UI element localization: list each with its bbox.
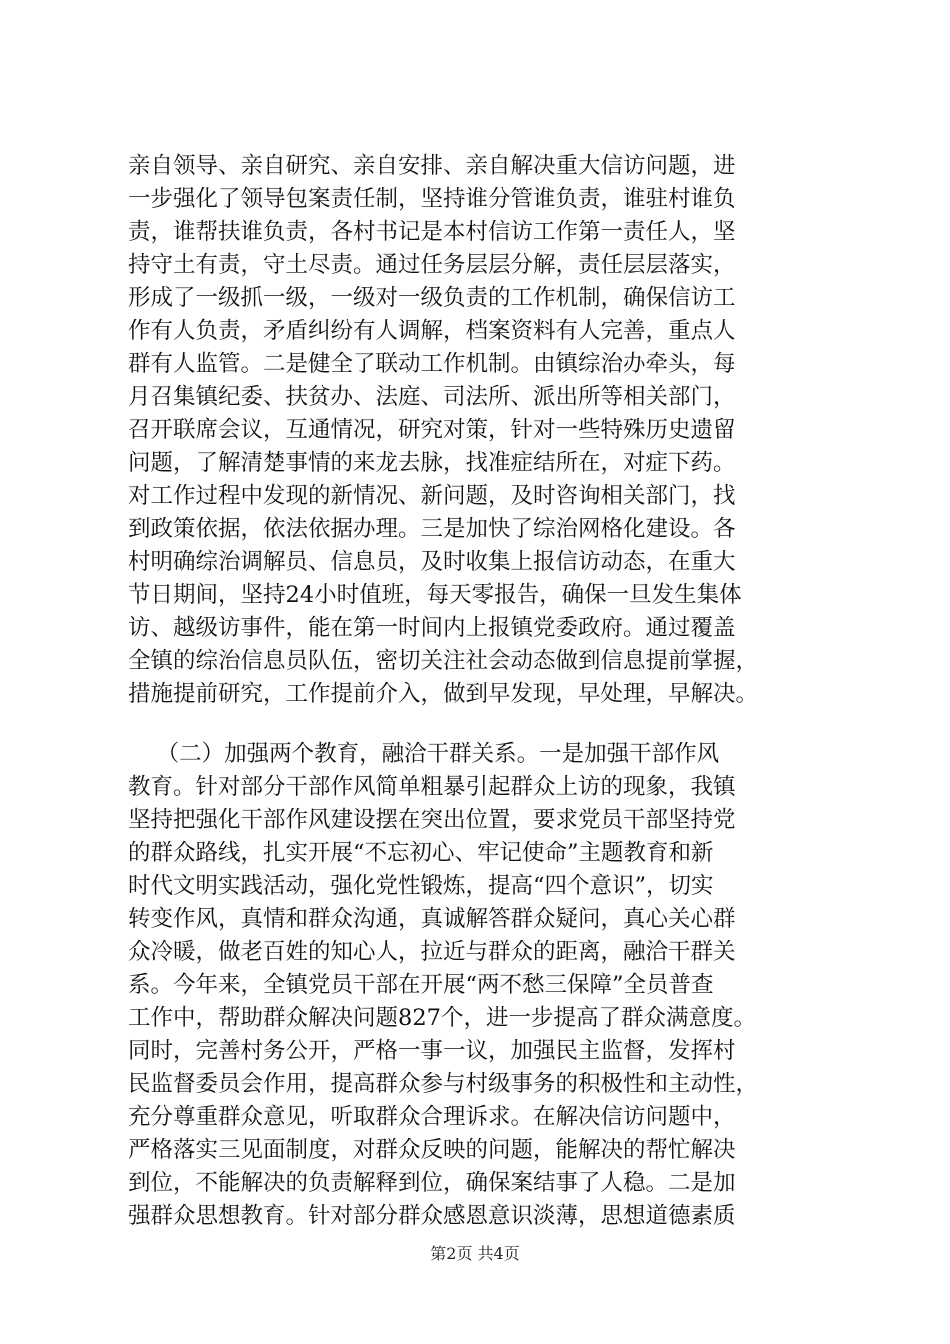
text-line: 的群众路线，扎实开展“不忘初心、牢记使命”主题教育和新 bbox=[128, 840, 714, 866]
text-line: 形成了一级抓一级，一级对一级负责的工作机制，确保信访工 bbox=[128, 285, 736, 311]
text-line: （二）加强两个教育，融洽干群关系。一是加强干部作风 bbox=[128, 741, 720, 767]
text-line: 召开联席会议，互通情况，研究对策，针对一些特殊历史遗留 bbox=[128, 417, 736, 443]
text-line: 强群众思想教育。针对部分群众感恩意识淡薄，思想道德素质 bbox=[128, 1203, 736, 1229]
text-line: 系。今年来，全镇党员干部在开展“两不愁三保障”全员普查 bbox=[128, 972, 714, 998]
text-line: 问题，了解清楚事情的来龙去脉，找准症结所在，对症下药。 bbox=[128, 450, 736, 476]
text-line: 严格落实三见面制度，对群众反映的问题，能解决的帮忙解决 bbox=[128, 1137, 736, 1163]
text-line: 工作中，帮助群众解决问题827个，进一步提高了群众满意度。 bbox=[128, 1005, 756, 1031]
text-line: 一步强化了领导包案责任制，坚持谁分管谁负责，谁驻村谁负 bbox=[128, 186, 736, 212]
paragraph-spacer bbox=[128, 711, 830, 738]
text-line: 教育。针对部分干部作风简单粗暴引起群众上访的现象，我镇 bbox=[128, 774, 736, 800]
text-line: 时代文明实践活动，强化党性锻炼，提高“四个意识”，切实 bbox=[128, 873, 714, 899]
text-line: 群有人监管。二是健全了联动工作机制。由镇综治办牵头，每 bbox=[128, 351, 736, 377]
text-line: 到位，不能解决的负责解释到位，确保案结事了人稳。二是加 bbox=[128, 1170, 736, 1196]
paragraph-two-educations bbox=[128, 738, 830, 1233]
text-line: 访、越级访事件，能在第一时间内上报镇党委政府。通过覆盖 bbox=[128, 615, 736, 641]
text-line: 全镇的综治信息员队伍，密切关注社会动态做到信息提前掌握， bbox=[128, 648, 759, 674]
text-line: 民监督委员会作用，提高群众参与村级事务的积极性和主动性， bbox=[128, 1071, 759, 1097]
text-line: 作有人负责，矛盾纠纷有人调解，档案资料有人完善，重点人 bbox=[128, 318, 736, 344]
text-line: 责，谁帮扶谁负责，各村书记是本村信访工作第一责任人，坚 bbox=[128, 219, 736, 245]
text-line: 持守土有责，守土尽责。通过任务层层分解，责任层层落实， bbox=[128, 252, 736, 278]
text-line: 月召集镇纪委、扶贫办、法庭、司法所、派出所等相关部门， bbox=[128, 384, 736, 410]
text-line: 转变作风，真情和群众沟通，真诚解答群众疑问，真心关心群 bbox=[128, 906, 736, 932]
text-line: 众冷暖，做老百姓的知心人，拉近与群众的距离，融洽干群关 bbox=[128, 939, 736, 965]
text-line: 村明确综治调解员、信息员，及时收集上报信访动态，在重大 bbox=[128, 549, 736, 575]
text-line: 亲自领导、亲自研究、亲自安排、亲自解决重大信访问题，进 bbox=[128, 153, 736, 179]
text-line: 对工作过程中发现的新情况、新问题，及时咨询相关部门，找 bbox=[128, 483, 736, 509]
text-line: 措施提前研究，工作提前介入，做到早发现，早处理，早解决。 bbox=[128, 681, 759, 707]
text-line: 坚持把强化干部作风建设摆在突出位置，要求党员干部坚持党 bbox=[128, 807, 736, 833]
page-footer: 第2页 共4页 bbox=[430, 1244, 520, 1263]
text-line: 节日期间，坚持24小时值班，每天零报告，确保一旦发生集体 bbox=[128, 582, 742, 608]
text-line: 到政策依据，依法依据办理。三是加快了综治网格化建设。各 bbox=[128, 516, 736, 542]
text-line: 充分尊重群众意见，听取群众合理诉求。在解决信访问题中， bbox=[128, 1104, 736, 1130]
text-line: 同时，完善村务公开，严格一事一议，加强民主监督，发挥村 bbox=[128, 1038, 736, 1064]
document-body bbox=[128, 150, 830, 1233]
paragraph-letters-petitions-mechanism bbox=[128, 150, 830, 711]
